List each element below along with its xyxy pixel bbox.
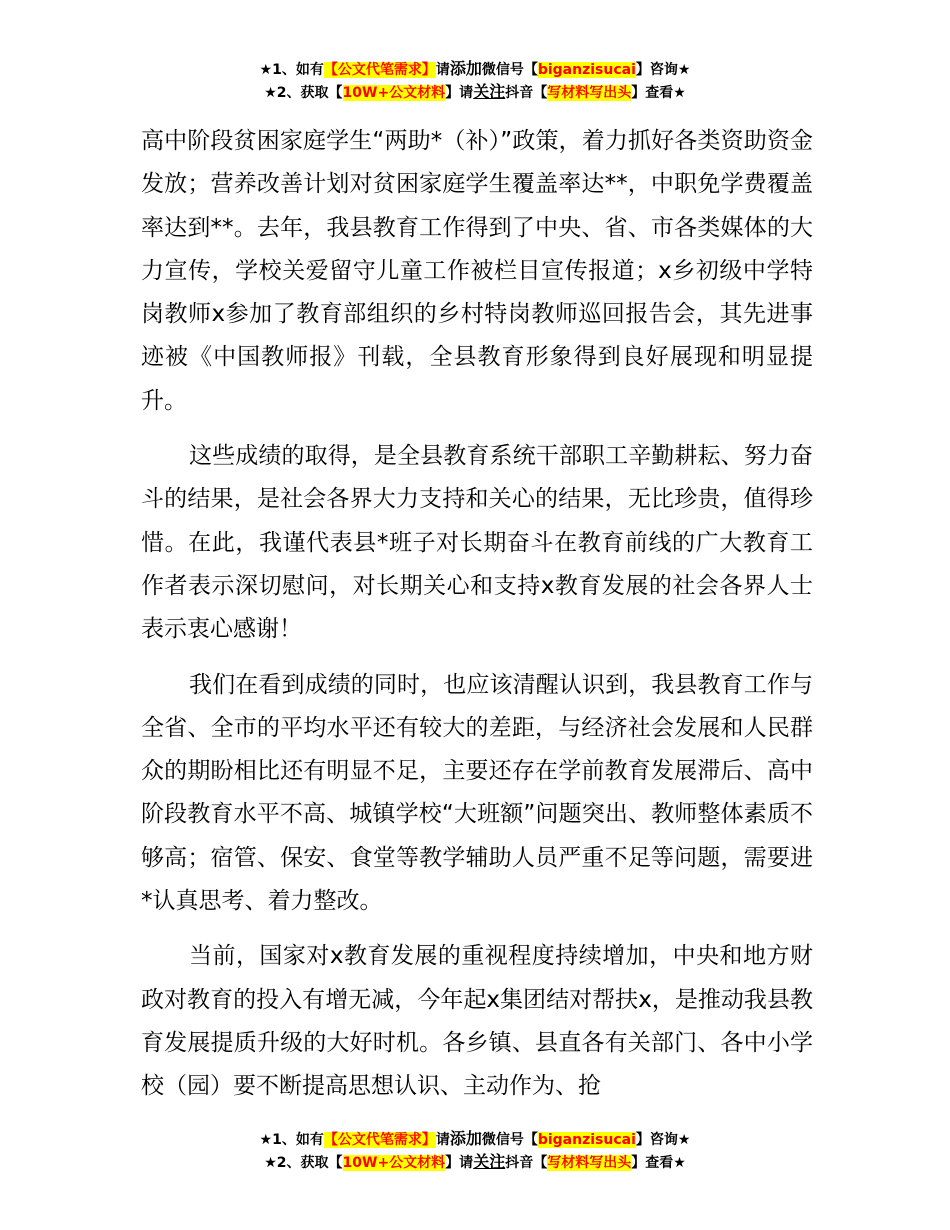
promo-text: 抖音【 [505, 85, 548, 101]
promo-text: 请 [435, 62, 450, 78]
promo-line-1 [0, 58, 950, 81]
promo-text: ★2、获取【 [264, 85, 343, 101]
promo-highlight: 10W+公文材料 [342, 1155, 446, 1171]
promo-line-2 [0, 81, 950, 104]
promo-line-1 [0, 1128, 950, 1151]
promo-emphasis: 添加 [449, 59, 482, 78]
promo-highlight: 10W+公文材料 [342, 85, 446, 101]
promo-text: 】查看★ [631, 1155, 686, 1171]
promo-text: 】请 [445, 1155, 474, 1171]
promo-text: 】咨询★ [635, 62, 691, 78]
promo-line-2 [0, 1151, 950, 1174]
promo-highlight: 【公文代笔需求】 [323, 62, 436, 78]
paragraph: 我们在看到成绩的同时，也应该清醒认识到，我县教育工作与全省、全市的平均水平还有较大的差距，与经济社会发展和人民群众的期盼相比还有明显不足，主要还存在学前教育发展滞后、高中阶段教育水平不高、城镇学校“大班额”问题突出、教师整体素质不够高；宿管、保安、食堂等教学辅助人员严重不足等问题，需要进*认真思考、着力整改。 [141, 671, 813, 915]
promo-text: 】咨询★ [635, 1132, 691, 1148]
promo-text: 请 [435, 1132, 450, 1148]
promo-highlight: biganzisucai [537, 1132, 636, 1148]
promo-emphasis: 关注 [473, 82, 506, 101]
top-promo-banner [0, 58, 950, 104]
promo-text: 】查看★ [631, 85, 686, 101]
promo-text: ★1、如有 [259, 1132, 324, 1148]
promo-text: ★2、获取【 [264, 1155, 343, 1171]
promo-highlight: biganzisucai [537, 62, 636, 78]
promo-text: 抖音【 [505, 1155, 548, 1171]
promo-emphasis: 添加 [449, 1129, 482, 1148]
paragraph: 这些成绩的取得，是全县教育系统干部职工辛勤耕耘、努力奋斗的结果，是社会各界大力支持和关心的结果，无比珍贵，值得珍惜。在此，我谨代表县*班子对长期奋斗在教育前线的广大教育工作者表示深切慰问，对长期关心和支持x教育发展的社会各界人士表示衷心感谢！ [141, 443, 813, 643]
promo-highlight: 写材料写出头 [547, 85, 632, 101]
promo-highlight: 写材料写出头 [547, 1155, 632, 1171]
paragraph: 高中阶段贫困家庭学生“两助*（补）”政策，着力抓好各类资助资金发放；营养改善计划对贫困家庭学生覆盖率达**，中职免学费覆盖率达到**。去年，我县教育工作得到了中央、省、市各类媒体的大力宣传，学校关爱留守儿童工作被栏目宣传报道；x乡初级中学特岗教师x参加了教育部组织的乡村特岗教师巡回报告会，其先进事迹被《中国教师报》刊载，全县教育形象得到良好展现和明显提升。 [141, 128, 813, 414]
promo-emphasis: 关注 [473, 1152, 506, 1171]
promo-text: 微信号【 [481, 62, 538, 78]
document-body [141, 120, 813, 1121]
paragraph: 当前，国家对x教育发展的重视程度持续增加，中央和地方财政对教育的投入有增无减，今年起x集团结对帮扶x，是推动我县教育发展提质升级的大好时机。各乡镇、县直各有关部门、各中小学校（园）要不断提高思想认识、主动作为、抢 [141, 943, 813, 1100]
bottom-promo-banner [0, 1128, 950, 1174]
promo-text: ★1、如有 [259, 62, 324, 78]
promo-highlight: 【公文代笔需求】 [323, 1132, 436, 1148]
promo-text: 】请 [445, 85, 474, 101]
promo-text: 微信号【 [481, 1132, 538, 1148]
